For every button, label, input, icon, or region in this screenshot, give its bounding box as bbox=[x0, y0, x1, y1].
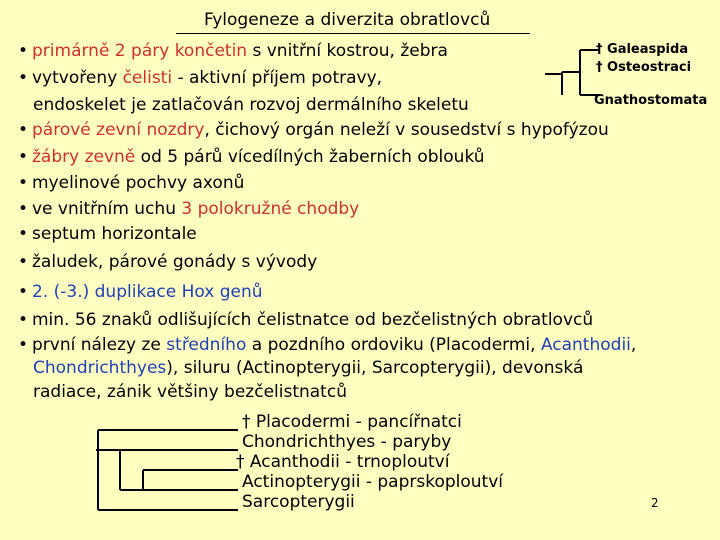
bullet-text: ve vnitřním uchu bbox=[32, 199, 182, 219]
bullet-text: žaludek, párové gonády s vývody bbox=[32, 252, 318, 272]
bullet-text: žábry zevně bbox=[32, 147, 136, 167]
taxon-actinopterygii: Actinopterygii - paprskoploutví bbox=[242, 472, 504, 492]
taxon-osteostraci: † Osteostraci bbox=[596, 60, 692, 75]
bullet-text: radiace, zánik většiny bezčelistnatců bbox=[33, 382, 347, 402]
taxon-placodermi: † Placodermi - pancířnatci bbox=[242, 412, 462, 432]
bullet-text: endoskelet je zatlačován rozvoj dermálního skeletu bbox=[33, 95, 469, 115]
taxon-gnathostomata: Gnathostomata bbox=[594, 93, 708, 108]
cladogram-top-lines bbox=[545, 50, 600, 95]
bullet-text: primárně 2 páry končetin bbox=[32, 41, 248, 61]
taxon-chondrichthyes: Chondrichthyes - paryby bbox=[242, 432, 452, 452]
bullet-text: párové zevní nozdry bbox=[32, 120, 205, 140]
bullet-text: Chondrichthyes bbox=[33, 358, 167, 378]
bullet-text: první nálezy ze bbox=[32, 335, 167, 355]
bullet-text: od 5 párů vícedílných žaberních oblouků bbox=[135, 147, 485, 167]
bullet-text: , čichový orgán neleží v sousedství s hypofýzou bbox=[204, 120, 609, 140]
bullet-dot: • bbox=[18, 41, 29, 61]
bullet-text: - aktivní příjem potravy, bbox=[172, 68, 383, 88]
bullet-dot: • bbox=[18, 282, 29, 302]
bullet-text: Acanthodii bbox=[540, 335, 631, 355]
bullet-text: septum horizontale bbox=[32, 224, 197, 244]
bullet-text: myelinové pochvy axonů bbox=[32, 173, 245, 193]
taxon-acanthodii: † Acanthodii - trnoploutví bbox=[236, 452, 450, 472]
bullet-text: čelisti bbox=[122, 68, 173, 88]
bullet-dot: • bbox=[18, 199, 29, 219]
bullet-text: , bbox=[630, 335, 637, 355]
bullet-text: ), siluru (Actinopterygii, Sarcopterygii), devonská bbox=[166, 358, 584, 378]
bullet-dot: • bbox=[18, 335, 29, 355]
bullet-text: 2. (-3.) duplikace Hox genů bbox=[32, 282, 263, 302]
bullet-dot: • bbox=[18, 252, 29, 272]
bullet-text: středního bbox=[166, 335, 247, 355]
bullet-text: min. 56 znaků odlišujících čelistnatce od bezčelistných obratlovců bbox=[32, 310, 594, 330]
bullet-text: a pozdního ordoviku (Placodermi, bbox=[246, 335, 541, 355]
bullet-dot: • bbox=[18, 310, 29, 330]
bullet-dot: • bbox=[18, 173, 29, 193]
bullet-text: s vnitřní kostrou, žebra bbox=[247, 41, 448, 61]
bullet-text: 3 polokružné chodby bbox=[181, 199, 360, 219]
taxon-galeaspida: † Galeaspida bbox=[596, 42, 689, 57]
slide-title: Fylogeneze a diverzita obratlovců bbox=[204, 10, 491, 30]
taxon-sarcopterygii: Sarcopterygii bbox=[242, 492, 355, 512]
bullet-dot: • bbox=[18, 224, 29, 244]
bullet-text: vytvořeny bbox=[32, 68, 123, 88]
bullet-dot: • bbox=[18, 147, 29, 167]
bullet-dot: • bbox=[18, 120, 29, 140]
cladogram-bottom-lines bbox=[96, 430, 238, 510]
page-number: 2 bbox=[651, 496, 659, 510]
bullet-dot: • bbox=[18, 68, 29, 88]
